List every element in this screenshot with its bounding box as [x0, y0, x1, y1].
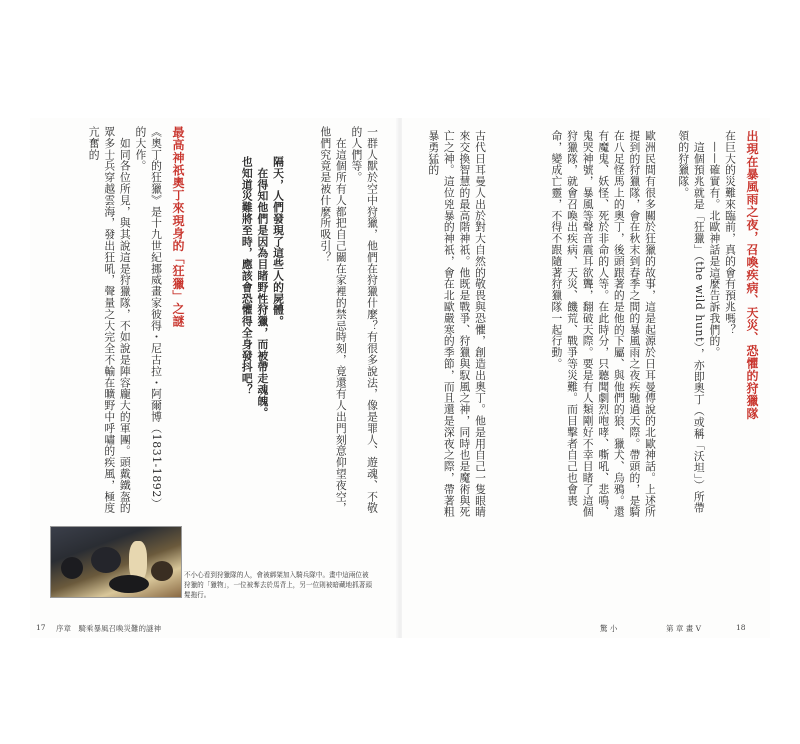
right-section-label: 驚 小 — [600, 624, 618, 633]
right-para2: 古代日耳曼人出於對大自然的敬畏與恐懼，創造出奧丁。他是用自己一隻眼睛來交換智慧的最高階神祇。他既是戰爭、狩獵與馭風之神，同時也是魔術與死亡之神。這位兇暴的神祇，會在北歐嚴寒的季節，而且還是深夜之際，帶著粗暴勇猛的 — [427, 130, 487, 518]
left-para2: 《奧丁的狂獵》是十九世紀挪威畫家彼得・尼古拉・阿爾博（1831-1892）的大作。 如同各位所見，與其說這是狩獵隊，不如說是陣容龐大的軍團。頭戴鐵盔的眾多士兵穿越雲海，發出狂吼，聲量之大完全不輸在曠野中呼嘯的疾風，極度亢奮的 — [87, 126, 163, 514]
left-running-head: 序章 騎乘暴風召喚災難的謎神 — [56, 624, 161, 633]
left-heading: 最高神祇奧丁來現身的「狂獵」之謎 — [171, 126, 185, 328]
right-para1: 歐洲民間有很多關於狂獵的故事，這是起源於日耳曼傳說的北歐神話。上述所提到的狩獵隊，會在秋末到春季之間的暴風雨之夜疾馳過天際。帶頭的，是騎在八足怪馬上的奧丁，後頭跟著的是他的下屬、與他們的狼、獵犬、烏鴉。還有魔鬼、妖怪、死於非命的人等。在此時分，只聽聞劇烈咆哮、嘶吼、悲鳴、鬼哭神號，暴風等聲音震耳欲聾，翻破天際。要是有人類剛好不幸目睹了這個狩獵隊，就會召喚出疾病、天災、饑荒、戰爭等災難。而目擊者自己也會喪命，變成亡靈，不得不跟隨著狩獵隊一起行動。 — [550, 130, 657, 518]
left-page — [30, 118, 398, 638]
left-page-number: 17 — [36, 623, 46, 632]
figure-caption: 不小心看到狩獵隊的人，會被綁架加入騎兵隊中。畫中這兩位被狩獵的「獵物」，一位被奪去於馬背上，另一位則被暗藏地抓著頭髮拖行。 — [184, 571, 372, 599]
right-intro: 在巨大的災難來臨前，真的會有預兆嗎？ ——確實有。北歐神話是這麼告訴我們的。 這個預兆就是「狂獵」（the wild hunt），亦即奧丁（或稱「沃坦」）所帶領的狩獵隊。 — [677, 130, 737, 514]
right-page-number: 18 — [736, 623, 746, 632]
right-page — [402, 118, 770, 638]
painting-odins-wild-hunt — [50, 526, 182, 598]
right-running-head: 第 章 畫 V — [666, 624, 702, 633]
book-spread — [30, 118, 770, 638]
left-bold-passage: 隔天，人們發現了這些人的屍體。 在得知他們是因為目睹野性狩獵，而被帶走魂魄。 也知道災難將至時，應該會恐懼得全身發抖吧？ — [240, 156, 285, 419]
left-para1: 一群人獸於空中狩獵，他們在狩獵什麼？有很多說法，像是罪人、遊魂、不敬的人們等。 在這個所有人都把自己關在家裡的禁忌時刻，竟還有人出門刻意仰望夜空，他們究竟是被什麼所吸引？ — [319, 126, 379, 514]
right-heading: 出現在暴風雨之夜，召喚疾病、天災、恐懼的狩獵隊 — [745, 130, 759, 420]
